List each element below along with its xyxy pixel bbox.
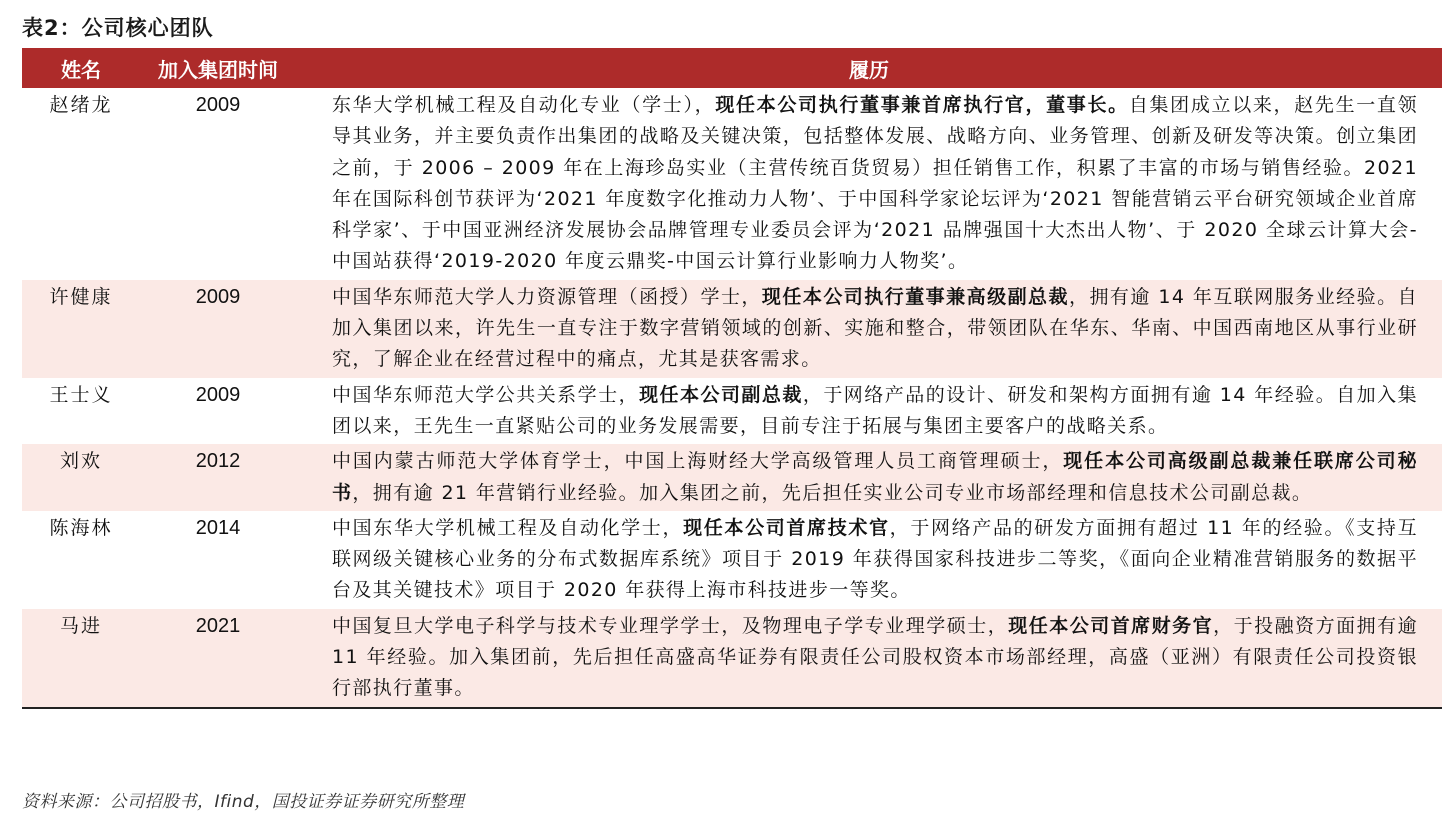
source-note: 资料来源：公司招股书，Ifind，国投证券证券研究所整理 <box>22 792 465 812</box>
table-row <box>22 88 1442 280</box>
bio-text: 中国复旦大学电子科学与技术专业理学学士，及物理电子学专业理学硕士， <box>332 614 1009 637</box>
table-row <box>22 444 1442 511</box>
join-year: 2014 <box>195 516 241 539</box>
member-name: 王士义 <box>49 383 113 406</box>
bio-text: 自集团成立以来，赵先生一直领导其业务，并主要负责作出集团的战略及关键决策，包括整体发展、战略方向、业务管理、创新及研发等决策。创立集团之前，于 2006 – 2009 年在上海珍岛实业（主营传统百货贸易）担任销售工作，积累了丰富的市场与销售经验。2021 年在国际科创节获评为‘2021 年度数字化推动力人物’、于中国科学家论坛评为‘2021 智能营销云平台研究领域企业首席科学家’、于中国亚洲经济发展协会品牌管理专业委员会评为‘2021 品牌强国十大杰出人物’、于 2020 全球云计算大会-中国站获得‘2019-2020 年度云鼎奖-中国云计算行业影响力人物奖’。 <box>332 94 1418 273</box>
member-name: 马进 <box>59 614 102 637</box>
header-bio: 履历 <box>849 57 889 82</box>
member-bio <box>332 511 1418 609</box>
table-title: 表2：公司核心团队 <box>22 16 214 40</box>
bio-text: ，于网络产品的设计、研发和架构方面拥有逾 14 年经验。自加入集团以来，王先生一直紧贴公司的业务发展需要，目前专注于拓展与集团主要客户的战略关系。 <box>332 383 1418 437</box>
bio-text: ，于网络产品的研发方面拥有超过 11 年的经验。《支持互联网级关键核心业务的分布式数据库系统》项目于 2019 年获得国家科技进步二等奖，《面向企业精准营销服务的数据平台及其关键技术》项目于 2020 年获得上海市科技进步一等奖。 <box>332 516 1418 602</box>
table-row <box>22 609 1442 707</box>
core-team-table <box>22 48 1442 709</box>
member-name: 赵绪龙 <box>49 94 113 116</box>
bio-text: 中国内蒙古师范大学体育学士，中国上海财经大学高级管理人员工商管理硕士， <box>332 450 1064 473</box>
member-bio <box>332 444 1418 511</box>
bio-position-highlight: 现任本公司副总裁 <box>639 383 803 406</box>
bio-position-highlight: 现任本公司执行董事兼首席执行官，董事长。 <box>715 94 1129 116</box>
bio-text: ，拥有逾 21 年营销行业经验。加入集团之前，先后担任实业公司专业市场部经理和信息技术公司副总裁。 <box>352 481 1313 504</box>
bio-text: 东华大学机械工程及自动化专业（学士）， <box>332 94 716 116</box>
member-bio <box>332 609 1418 707</box>
table-header <box>22 48 1442 88</box>
bio-text: ，拥有逾 14 年互联网服务业经验。自加入集团以来，许先生一直专注于数字营销领域的创新、实施和整合，带领团队在华东、华南、中国西南地区从事行业研究，了解企业在经营过程中的痛点，尤其是获客需求。 <box>332 285 1418 371</box>
bio-text: 中国华东师范大学公共关系学士， <box>332 383 640 406</box>
join-year: 2009 <box>195 94 241 116</box>
bio-position-highlight: 现任本公司首席技术官 <box>683 516 890 539</box>
join-year: 2012 <box>195 450 241 473</box>
join-year: 2009 <box>195 285 241 308</box>
header-join-time: 加入集团时间 <box>158 57 278 82</box>
bio-text: 中国华东师范大学人力资源管理（函授）学士， <box>332 285 762 308</box>
bio-position-highlight: 现任本公司首席财务官 <box>1008 614 1214 637</box>
member-name: 刘欢 <box>59 450 102 473</box>
join-year: 2009 <box>195 383 241 406</box>
member-name: 陈海林 <box>49 516 113 539</box>
join-year: 2021 <box>195 614 241 637</box>
bio-text: ，于投融资方面拥有逾 11 年经验。加入集团前，先后担任高盛高华证券有限责任公司股权资本市场部经理，高盛（亚洲）有限责任公司投资银行部执行董事。 <box>332 614 1418 700</box>
table-row <box>22 511 1442 609</box>
member-bio <box>332 378 1418 445</box>
header-name: 姓名 <box>61 57 101 82</box>
bio-position-highlight: 现任本公司执行董事兼高级副总裁 <box>761 285 1069 308</box>
member-bio <box>332 88 1418 280</box>
table-bottom-rule <box>22 707 1442 709</box>
member-name: 许健康 <box>49 285 113 308</box>
table-row <box>22 280 1442 378</box>
bio-text: 中国东华大学机械工程及自动化学士， <box>332 516 684 539</box>
member-bio <box>332 280 1418 378</box>
table-row <box>22 378 1442 445</box>
bio-position-highlight: 现任本公司高级副总裁兼任联席公司秘书 <box>332 450 1418 504</box>
